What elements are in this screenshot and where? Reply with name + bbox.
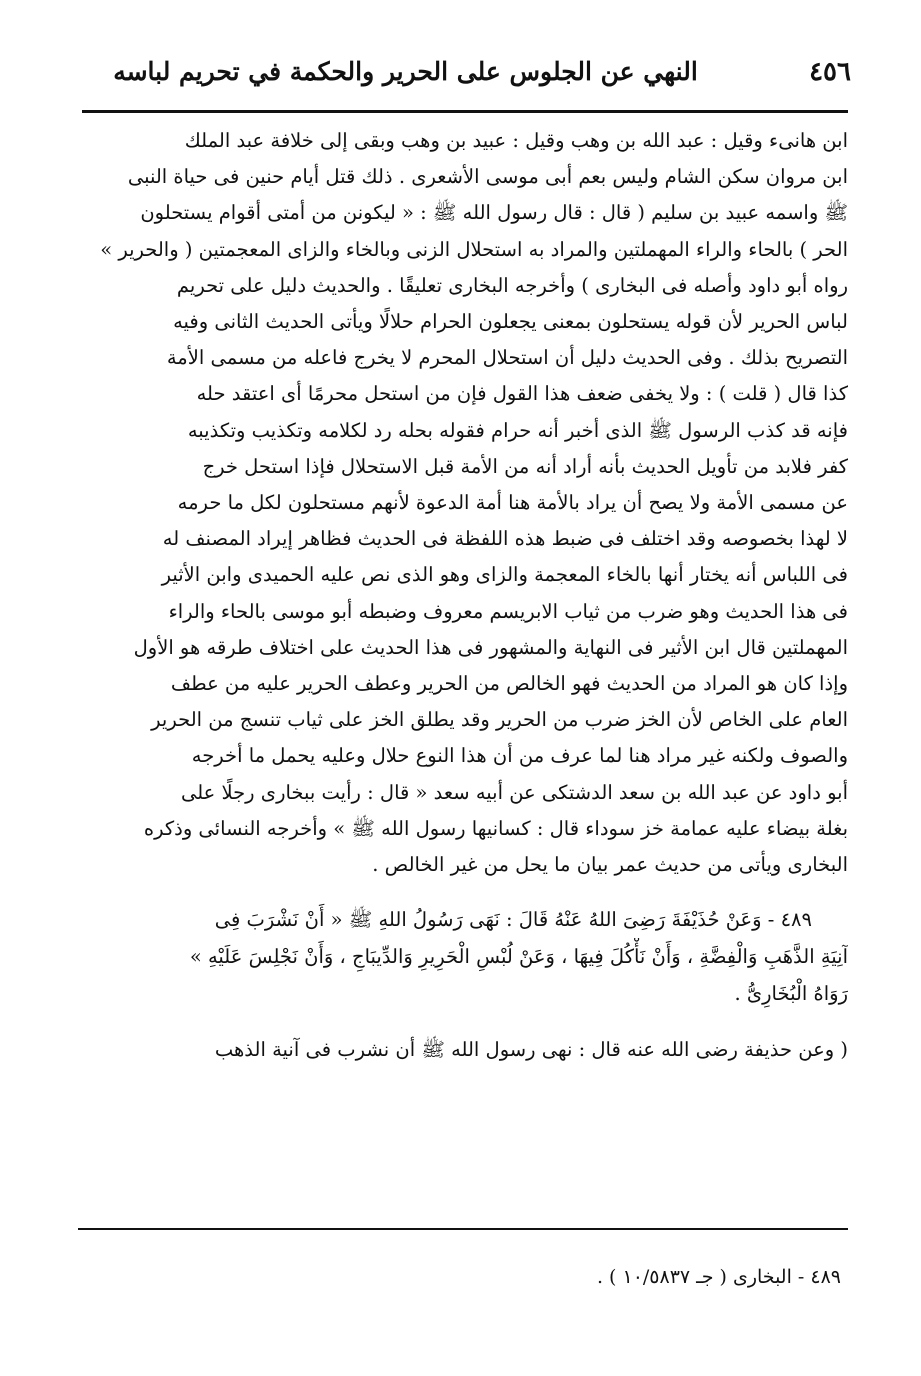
text-line: العام على الخاص لأن الخز ضرب من الحرير وقد يطلق الخز على ثياب تنسج من الحرير [151, 708, 848, 732]
footnote-rule [78, 1228, 848, 1230]
text-line: المهملتين قال ابن الأثير فى النهاية والمشهور فى هذا الحديث على اختلاف طرقه هو الأول [133, 635, 848, 659]
text-line: فإنه قد كذب الرسول ﷺ الذى أخبر أنه حرام فقوله بحله رد لكلامه وتكذيب وتكذيبه [187, 418, 848, 442]
hadith-line: آنِيَةِ الذَّهَبِ وَالْفِضَّةِ ، وَأَنْ نَأْكُلَ فِيهَا ، وَعَنْ لُبْسِ الْحَرِيرِ وَالدِّيبَاجِ ، وَأَنْ نَجْلِسَ عَلَيْهِ » [189, 945, 848, 969]
text-line: ابن مروان سكن الشام وليس بعم أبى موسى الأشعرى . ذلك قتل أيام حنين فى حياة النبى [127, 165, 848, 189]
text-line: أبو داود عن عبد الله بن سعد الدشتكى عن أبيه سعد « قال : رأيت ببخارى رجلًا على [180, 780, 848, 804]
hadith-line: رَوَاهُ الْبُخَارِىُّ . [734, 982, 848, 1006]
footnote: ٤٨٩ - البخارى ( جـ ١٠/٥٨٣٧ ) . [596, 1266, 841, 1288]
page-number: ٤٥٦ [809, 57, 851, 87]
text-line: لا لهذا بخصوصه وقد اختلف فى ضبط هذه اللفظة فى الحديث فظاهر إيراد المصنف له [162, 527, 848, 551]
header-rule [82, 110, 848, 113]
text-line: وإذا كان هو المراد من الحديث فهو الخالص من الحرير وعطف الحرير عليه من عطف [170, 672, 848, 696]
text-line: ﷺ واسمه عبيد بن سليم ( قال : قال رسول الله ﷺ : « ليكونن من أمتى أقوام يستحلون [140, 201, 848, 225]
text-line: فى هذا الحديث وهو ضرب من ثياب الابريسم معروف وضبطه أبو موسى بالحاء والراء [168, 599, 848, 623]
hadith-line: ٤٨٩ - وَعَنْ حُذَيْفَةَ رَضِىَ اللهُ عَنْهُ قَالَ : نَهَى رَسُولُ اللهِ ﷺ « أَنْ نَشْرَبَ فِى [214, 908, 812, 932]
page-header [80, 52, 851, 92]
hadith-block [76, 901, 848, 1012]
text-line: فى اللباس أنه يختار أنها بالخاء المعجمة والزاى وهو الذى نص عليه الحميدى وابن الأثير [161, 563, 848, 587]
text-line: كذا قال ( قلت ) : ولا يخفى ضعف هذا القول فإن من استحل محرمًا أى اعتقد حله [196, 382, 848, 406]
commentary-paragraph [76, 123, 848, 883]
text-line: ابن هانىء وقيل : عبد الله بن وهب وقيل : عبيد بن وهب وبقى إلى خلافة عبد الملك [184, 129, 848, 152]
text-line: الحر ) بالحاء والراء المهملتين والمراد به استحلال الزنى وبالخاء والزاى المعجمتين ( والحرير » [100, 237, 848, 261]
text-line: لباس الحرير لأن قوله يستحلون بمعنى يجعلون الحرام حلالًا ويأتى الحديث الثانى وفيه [173, 310, 848, 334]
running-title: النهي عن الجلوس على الحرير والحكمة في تحريم لباسه [113, 57, 698, 86]
text-line: رواه أبو داود وأصله فى البخارى ) وأخرجه البخارى تعليقًا . والحديث دليل على تحريم [176, 273, 848, 297]
text-line: كفر فلابد من تأويل الحديث بأنه أراد أنه من الأمة قبل الاستحلال فإذا استحل خرج [202, 454, 848, 478]
hadith-paragraph [76, 901, 848, 1012]
commentary-line: ( وعن حذيفة رضى الله عنه قال : نهى رسول الله ﷺ أن نشرب فى آنية الذهب [214, 1038, 848, 1062]
commentary-block [76, 123, 848, 883]
text-line: بغلة بيضاء عليه عمامة خز سوداء قال : كسانيها رسول الله ﷺ » وأخرجه النسائى وذكره [143, 816, 848, 840]
text-line: التصريح بذلك . وفى الحديث دليل أن استحلال المحرم لا يخرج فاعله من مسمى الأمة [166, 346, 848, 370]
text-line: عن مسمى الأمة ولا يصح أن يراد بالأمة هنا أمة الدعوة لأنهم مستحلون لكل ما حرمه [177, 491, 848, 515]
page-body [76, 123, 848, 1068]
commentary-continuation [76, 1032, 848, 1068]
text-line: والصوف ولكنه غير مراد هنا لما عرف من أن هذا النوع حلال وعليه يحمل ما أخرجه [191, 744, 848, 768]
text-line: البخارى ويأتى من حديث عمر بيان ما يحل من غير الخالص . [372, 853, 848, 877]
